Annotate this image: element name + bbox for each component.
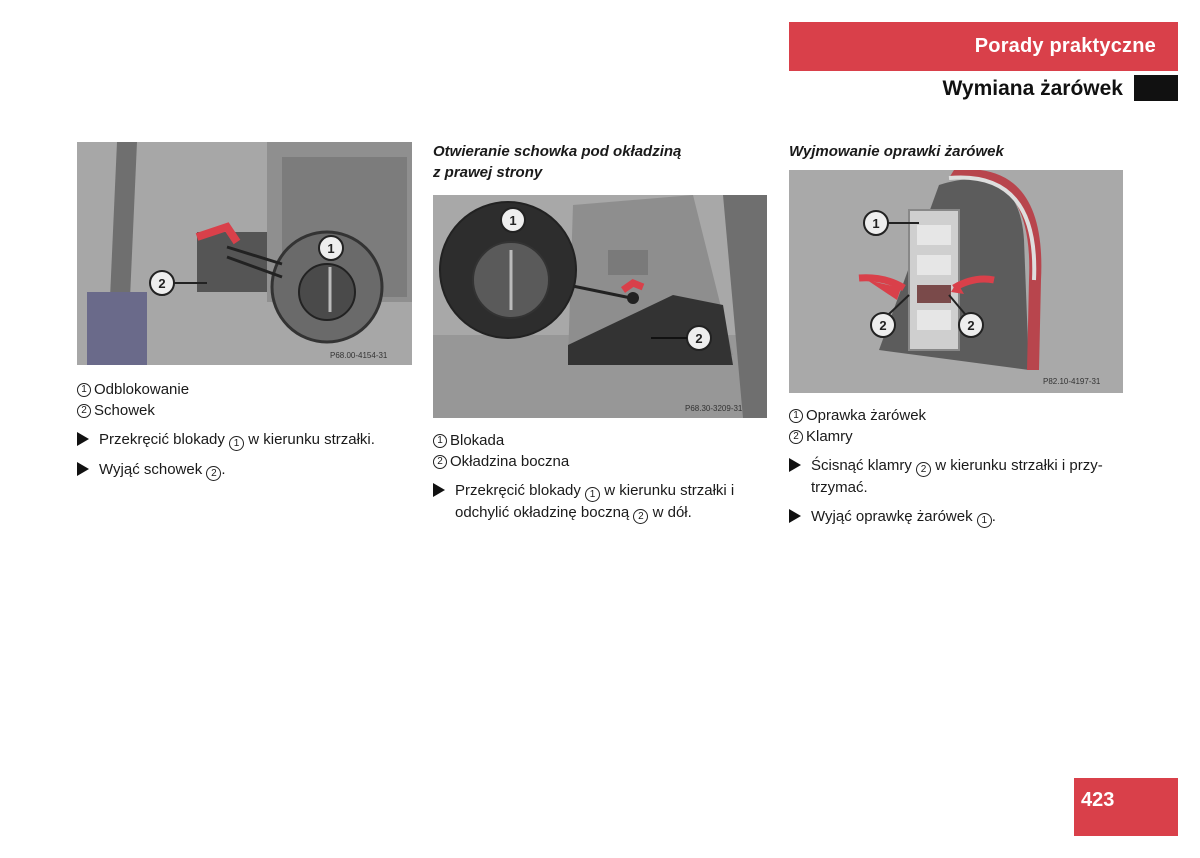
bulb-holder-illustration (789, 170, 1123, 393)
trunk-illustration (77, 142, 412, 365)
side-panel-illustration (433, 195, 767, 418)
page-subtitle: Wymiana żarówek (942, 77, 1123, 100)
instruction-steps (789, 455, 1125, 528)
section-header (789, 22, 1178, 71)
photo-trunk-storage (77, 142, 412, 365)
legend-item: 1 Oprawka żarówek (789, 405, 1125, 426)
section-heading: Otwieranie schowka pod okładziną z prawej strony (433, 143, 682, 181)
svg-text:2: 2 (158, 276, 166, 291)
svg-text:1: 1 (872, 216, 880, 231)
instruction-steps (433, 480, 769, 524)
bullet-arrow-icon (433, 483, 445, 497)
photo-side-panel (433, 195, 767, 418)
instruction-step: Przekręcić blokady 1 w kierunku strzałki. (77, 429, 412, 451)
legend-item: 2 Okładzina boczna (433, 451, 769, 472)
svg-text:1: 1 (327, 241, 335, 256)
column-bulb-holder (789, 141, 1125, 536)
image-code: P82.10-4197-31 (1043, 377, 1101, 386)
photo-bulb-holder (789, 170, 1123, 393)
bullet-arrow-icon (789, 458, 801, 472)
instruction-step: Wyjąć oprawkę żarówek 1 . (789, 506, 1125, 528)
section-tab-marker (1134, 75, 1178, 101)
svg-text:2: 2 (695, 331, 703, 346)
svg-text:2: 2 (879, 318, 887, 333)
instruction-step: Wyjąć schowek 2 . (77, 459, 412, 481)
legend-list (433, 430, 769, 472)
bullet-arrow-icon (77, 432, 89, 446)
section-heading: Wyjmowanie oprawki żarówek (789, 143, 1004, 160)
legend-item: 2 Klamry (789, 426, 1125, 447)
bullet-arrow-icon (77, 462, 89, 476)
svg-text:1: 1 (509, 213, 517, 228)
legend-list (77, 379, 412, 421)
svg-text:2: 2 (967, 318, 975, 333)
column-trunk-storage (77, 142, 412, 489)
legend-item: 2 Schowek (77, 400, 412, 421)
bullet-arrow-icon (789, 509, 801, 523)
image-code: P68.00-4154-31 (330, 351, 388, 360)
instruction-step: Przekręcić blokady 1 w kierunku strzałki i odchylić okładzinę boczną 2 w dół. (433, 480, 769, 524)
section-title: Porady praktyczne (974, 35, 1156, 57)
legend-item: 1 Blokada (433, 430, 769, 451)
column-side-panel (433, 141, 769, 532)
page-number: 423 (1074, 778, 1178, 836)
image-code: P68.30-3209-31 (685, 404, 743, 413)
legend-list (789, 405, 1125, 447)
instruction-steps (77, 429, 412, 481)
instruction-step: Ścisnąć klamry 2 w kierunku strzałki i przy-trzymać. (789, 455, 1125, 498)
legend-item: 1 Odblokowanie (77, 379, 412, 400)
